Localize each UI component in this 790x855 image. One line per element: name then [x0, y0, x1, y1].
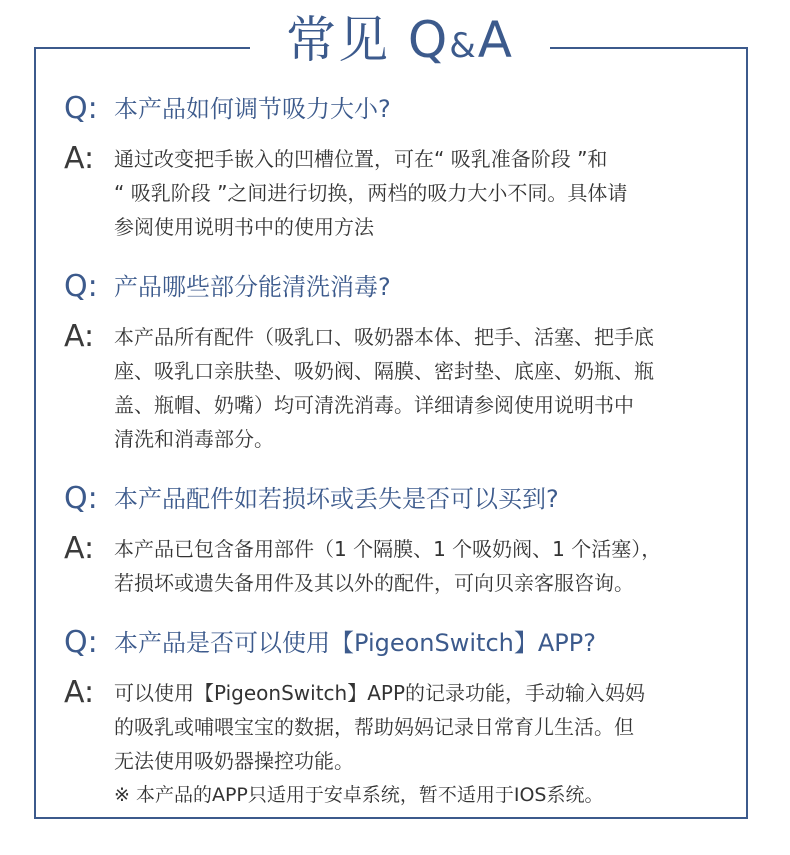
answer-row: [64, 532, 734, 600]
question-label: Q:: [64, 91, 98, 126]
title-tail: A: [477, 11, 514, 69]
answer-text: [114, 320, 654, 456]
qa-item: [64, 624, 734, 812]
answer-line: “ 吸乳阶段 ”之间进行切换，两档的吸力大小不同。具体请: [114, 181, 628, 205]
question-text: 产品哪些部分能清洗消毒?: [114, 273, 391, 301]
title-container: [250, 8, 550, 78]
question-text: 本产品是否可以使用【PigeonSwitch】APP?: [114, 629, 596, 657]
title-main: 常见 Q: [286, 11, 450, 69]
answer-row: [64, 320, 734, 456]
question-label: Q:: [64, 481, 98, 516]
qa-item: [64, 268, 734, 456]
answer-label: A:: [64, 675, 95, 710]
answer-text: [114, 532, 661, 600]
qa-item: [64, 90, 734, 244]
answer-row: [64, 676, 734, 812]
answer-line: 本产品所有配件（吸乳口、吸奶器本体、把手、活塞、把手底: [114, 325, 654, 349]
answer-text: [114, 676, 645, 812]
question-text: 本产品配件如若损坏或丢失是否可以买到?: [114, 485, 559, 513]
answer-text: [114, 142, 627, 244]
answer-label: A:: [64, 141, 95, 176]
answer-row: [64, 142, 734, 244]
qa-item: [64, 480, 734, 600]
question-label: Q:: [64, 269, 98, 304]
answer-line: 通过改变把手嵌入的凹槽位置，可在“ 吸乳准备阶段 ”和: [114, 147, 608, 171]
title-amp: &: [449, 26, 478, 66]
answer-line: 参阅使用说明书中的使用方法: [114, 215, 374, 239]
question-row: [64, 480, 734, 518]
question-row: [64, 90, 734, 128]
page-title: [286, 10, 514, 76]
answer-line: 座、吸乳口亲肤垫、吸奶阀、隔膜、密封垫、底座、奶瓶、瓶: [114, 359, 654, 383]
question-label: Q:: [64, 625, 98, 660]
answer-label: A:: [64, 531, 95, 566]
question-text: 本产品如何调节吸力大小?: [114, 95, 391, 123]
answer-line: 的吸乳或哺喂宝宝的数据，帮助妈妈记录日常育儿生活。但: [114, 715, 634, 739]
answer-line: 无法使用吸奶器操控功能。: [114, 749, 354, 773]
qa-list: [64, 90, 734, 836]
question-row: [64, 624, 734, 662]
answer-line: 盖、瓶帽、奶嘴）均可清洗消毒。详细请参阅使用说明书中: [114, 393, 634, 417]
answer-line: 本产品已包含备用部件（1 个隔膜、1 个吸奶阀、1 个活塞），: [114, 537, 662, 561]
answer-label: A:: [64, 319, 95, 354]
answer-line: 若损坏或遗失备用件及其以外的配件，可向贝亲客服咨询。: [114, 571, 634, 595]
answer-line: 可以使用【PigeonSwitch】APP的记录功能，手动输入妈妈: [114, 681, 646, 705]
answer-line: 清洗和消毒部分。: [114, 427, 274, 451]
answer-note: ※ 本产品的APP只适用于安卓系统，暂不适用于IOS系统。: [114, 784, 604, 806]
question-row: [64, 268, 734, 306]
